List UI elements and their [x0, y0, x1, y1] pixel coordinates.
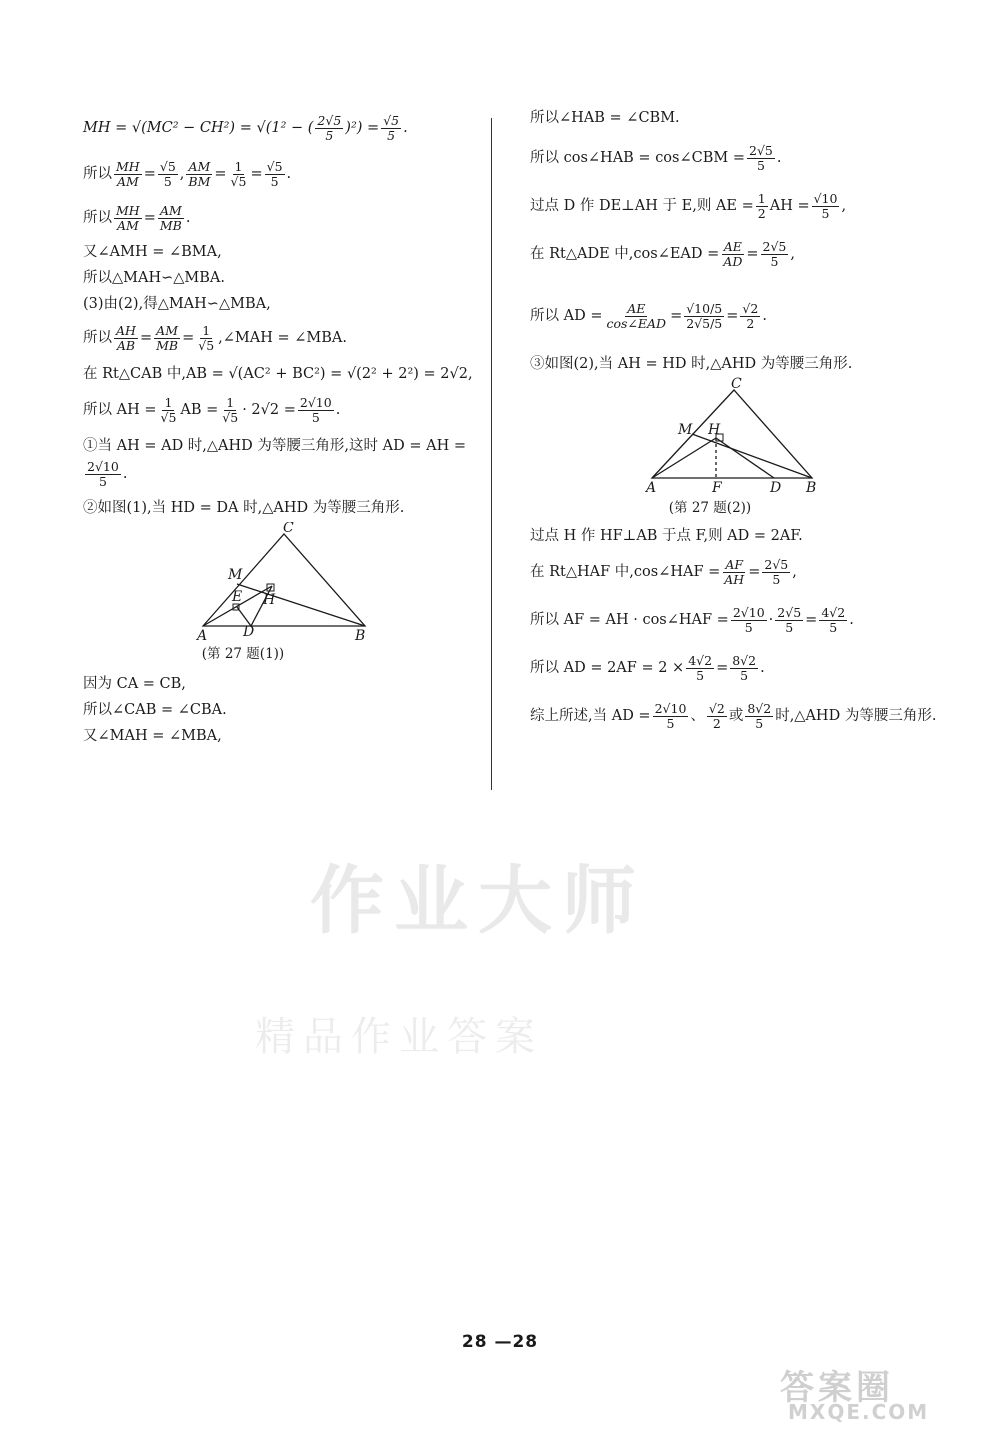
fig2-label-m: M [678, 422, 693, 438]
text-case-3: ③如图(2),当 AH = HD 时,△AHD 为等腰三角形. [530, 356, 853, 372]
fig2-segment-mb [692, 434, 812, 478]
text-ca-cb: 因为 CA = CB, [83, 676, 186, 692]
formula-af: 所以 AF = AH · cos∠HAF = $\frac{2√10}{5}$ · $\frac{2√5}{5}$ = $\frac{4√2}{5}$ . [530, 604, 854, 635]
logo-text: 答案圈 [780, 1368, 894, 1408]
text-angle-amh: 又∠AMH = ∠BMA, [83, 244, 222, 260]
watermark-title: 作业大师 [310, 858, 646, 944]
right-column [530, 108, 950, 736]
fig2-label-d: D [770, 480, 782, 494]
fig1-label-d: D [243, 624, 255, 640]
formula-ae: 过点 D 作 DE⊥AH 于 E,则 AE = $\frac{1}{2}$ AH = $\frac{√10}{5}$ , [530, 190, 847, 221]
fig1-label-h: H [263, 592, 276, 608]
formula-cos-hab: 所以 cos∠HAB = cos∠CBM = $\frac{2√5}{5}$ . [530, 142, 782, 173]
figure-1-caption: (第 27 题(1)) [201, 646, 285, 662]
text-ab-length: 在 Rt△CAB 中,AB = √(AC² + BC²) = √(2² + 2²) = 2√2, [83, 366, 473, 382]
formula-ad: 所以 AD = $\frac{AE}{\text{cos∠EAD}}$ = $\frac{√10/5}{2√5/5}$ = $\frac{√2}{2}$ . [530, 300, 767, 331]
case-1-value: $\frac{2√10}{5}$ . [87, 458, 128, 489]
fig2-label-a: A [646, 480, 657, 494]
text-similar-1: 所以△MAH∽△MBA. [83, 270, 225, 286]
fig2-label-h: H [708, 422, 721, 438]
fig1-label-b: B [355, 628, 366, 642]
site-logo [780, 1360, 960, 1424]
logo-url: MXQE.COM [788, 1400, 930, 1424]
fig1-label-c: C [283, 522, 294, 536]
figure-2 [530, 376, 950, 494]
formula-cos-haf: 在 Rt△HAF 中,cos∠HAF = $\frac{AF}{AH}$ = $\frac{2√5}{5}$ , [530, 556, 797, 587]
fig2-triangle-acb [652, 390, 812, 478]
page-number: 28 —28 [461, 1332, 539, 1352]
fig2-label-f: F [712, 480, 722, 494]
text-hf-perpendicular: 过点 H 作 HF⊥AB 于点 F,则 AD = 2AF. [530, 528, 803, 544]
formula-cos-ead: 在 Rt△ADE 中,cos∠EAD = $\frac{AE}{AD}$ = $\frac{2√5}{5}$ , [530, 238, 795, 269]
fig2-label-c: C [731, 376, 742, 392]
formula-ad-final: 所以 AD = 2AF = 2 × $\frac{4√2}{5}$ = $\frac{8√2}{5}$ . [530, 652, 765, 683]
fig1-label-a: A [197, 628, 208, 642]
figure-1 [83, 522, 483, 642]
ratio-line-3: 所以 $\frac{AH}{AB}$ = $\frac{AM}{MB}$ = $\frac{1}{√5}$ ,∠MAH = ∠MBA. [83, 322, 347, 353]
text-case-1: ①当 AH = AD 时,△AHD 为等腰三角形,这时 AD = AH = [83, 438, 466, 454]
fig2-segment-hd [716, 438, 774, 478]
formula-mh: MH = √(MC² − CH²) = √(1² − ( $\frac{2√5}{5}$ )²) = $\frac{√5}{5}$ . [83, 112, 408, 143]
watermark-subtitle: 精品作业答案 [255, 1014, 543, 1060]
fig1-label-e: E [232, 589, 243, 605]
text-angle-cab: 所以∠CAB = ∠CBA. [83, 702, 227, 718]
fig2-label-b: B [806, 480, 817, 494]
formula-ah: 所以 AH = $\frac{1}{√5}$ AB = $\frac{1}{√5}$ · 2√2 = $\frac{2√10}{5}$ . [83, 394, 341, 425]
conclusion: 综上所述,当 AD = $\frac{2√10}{5}$ 、 $\frac{√2}{2}$ 或 $\frac{8√2}{5}$ 时,△AHD 为等腰三角形. [530, 700, 937, 731]
text-angle-hab: 所以∠HAB = ∠CBM. [530, 110, 680, 126]
figure-2-caption: (第 27 题(2)) [668, 500, 752, 516]
fig1-label-m: M [228, 567, 243, 583]
text-case-2: ②如图(1),当 HD = DA 时,△AHD 为等腰三角形. [83, 500, 405, 516]
column-divider [491, 118, 492, 790]
text-part-3: (3)由(2),得△MAH∽△MBA, [83, 296, 271, 312]
ratio-line-1: 所以 $\frac{MH}{AM}$ = $\frac{√5}{5}$ , $\frac{AM}{BM}$ = $\frac{1}{√5}$ = $\frac{√5}{5}$ . [83, 158, 292, 189]
ratio-line-2: 所以 $\frac{MH}{AM}$ = $\frac{AM}{MB}$ . [83, 202, 191, 233]
left-column [83, 108, 483, 746]
text-angle-mah: 又∠MAH = ∠MBA, [83, 728, 222, 744]
